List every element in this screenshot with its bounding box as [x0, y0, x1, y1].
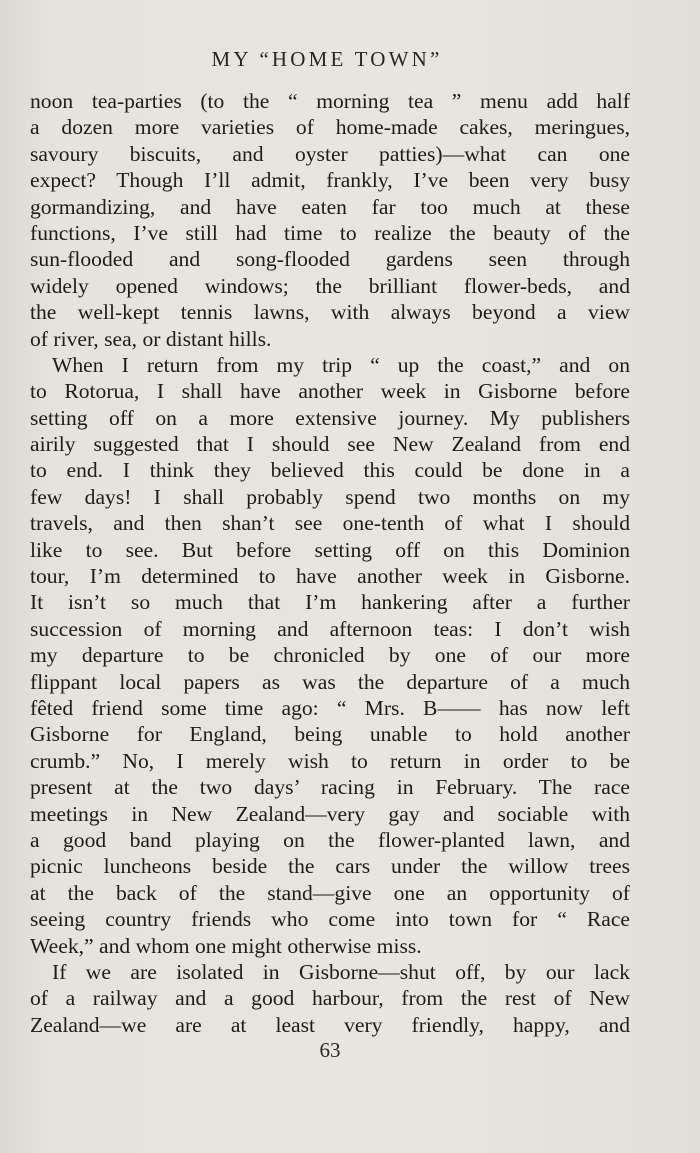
- text-line: picnic luncheons beside the cars under the willow trees: [30, 854, 630, 879]
- body-text: [30, 88, 630, 1038]
- text-line: widely opened windows; the brilliant flower-beds, and: [30, 273, 630, 298]
- text-line: noon tea-parties (to the “ morning tea ” menu add half: [30, 89, 630, 113]
- text-line: few days! I shall probably spend two months on my: [30, 484, 630, 509]
- text-line: Week,” and whom one might otherwise miss.: [30, 933, 422, 958]
- text-line: meetings in New Zealand—very gay and sociable with: [30, 801, 630, 826]
- text-line: Zealand—we are at least very friendly, happy, and: [30, 1012, 630, 1037]
- text-line: flippant local papers as was the departure of a much: [30, 669, 630, 694]
- text-line: It isn’t so much that I’m hankering after a further: [30, 590, 630, 615]
- text-line: crumb.” No, I merely wish to return in order to be: [30, 748, 630, 773]
- text-line: the well-kept tennis lawns, with always beyond a view: [30, 300, 630, 325]
- text-line: travels, and then shan’t see one-tenth of what I should: [30, 511, 630, 536]
- text-line: airily suggested that I should see New Zealand from end: [30, 432, 630, 457]
- text-line: present at the two days’ racing in February. The race: [30, 775, 630, 800]
- text-line: When I return from my trip “ up the coast,” and on: [52, 352, 630, 377]
- text-line: of a railway and a good harbour, from the rest of New: [30, 986, 630, 1011]
- text-line: at the back of the stand—give one an opportunity of: [30, 880, 630, 905]
- text-line: tour, I’m determined to have another week in Gisborne.: [30, 564, 630, 589]
- text-line: Gisborne for England, being unable to hold another: [30, 722, 630, 747]
- text-line: to end. I think they believed this could be done in a: [30, 458, 630, 483]
- page-number: 63: [319, 1038, 341, 1062]
- text-line: a dozen more varieties of home-made cakes, meringues,: [30, 115, 630, 140]
- text-line: expect? Though I’ll admit, frankly, I’ve been very busy: [30, 168, 630, 193]
- text-line: functions, I’ve still had time to realize the beauty of the: [30, 220, 630, 245]
- text-line: If we are isolated in Gisborne—shut off, by our lack: [52, 959, 630, 984]
- text-line: of river, sea, or distant hills.: [30, 326, 272, 351]
- text-line: fêted friend some time ago: “ Mrs. B—— has now left: [30, 695, 630, 720]
- running-head: MY “HOME TOWN”: [211, 47, 443, 71]
- text-line: to Rotorua, I shall have another week in Gisborne before: [30, 379, 630, 404]
- text-line: gormandizing, and have eaten far too much at these: [30, 194, 630, 219]
- text-line: a good band playing on the flower-planted lawn, and: [30, 827, 630, 852]
- text-line: sun-flooded and song-flooded gardens seen through: [30, 247, 630, 272]
- text-line: setting off on a more extensive journey. My publishers: [30, 405, 630, 430]
- text-line: seeing country friends who come into town for “ Race: [30, 907, 630, 932]
- text-line: succession of morning and afternoon teas: I don’t wish: [30, 616, 630, 641]
- text-line: my departure to be chronicled by one of our more: [30, 643, 630, 668]
- text-line: like to see. But before setting off on this Dominion: [30, 537, 630, 562]
- text-line: savoury biscuits, and oyster patties)—what can one: [30, 141, 630, 166]
